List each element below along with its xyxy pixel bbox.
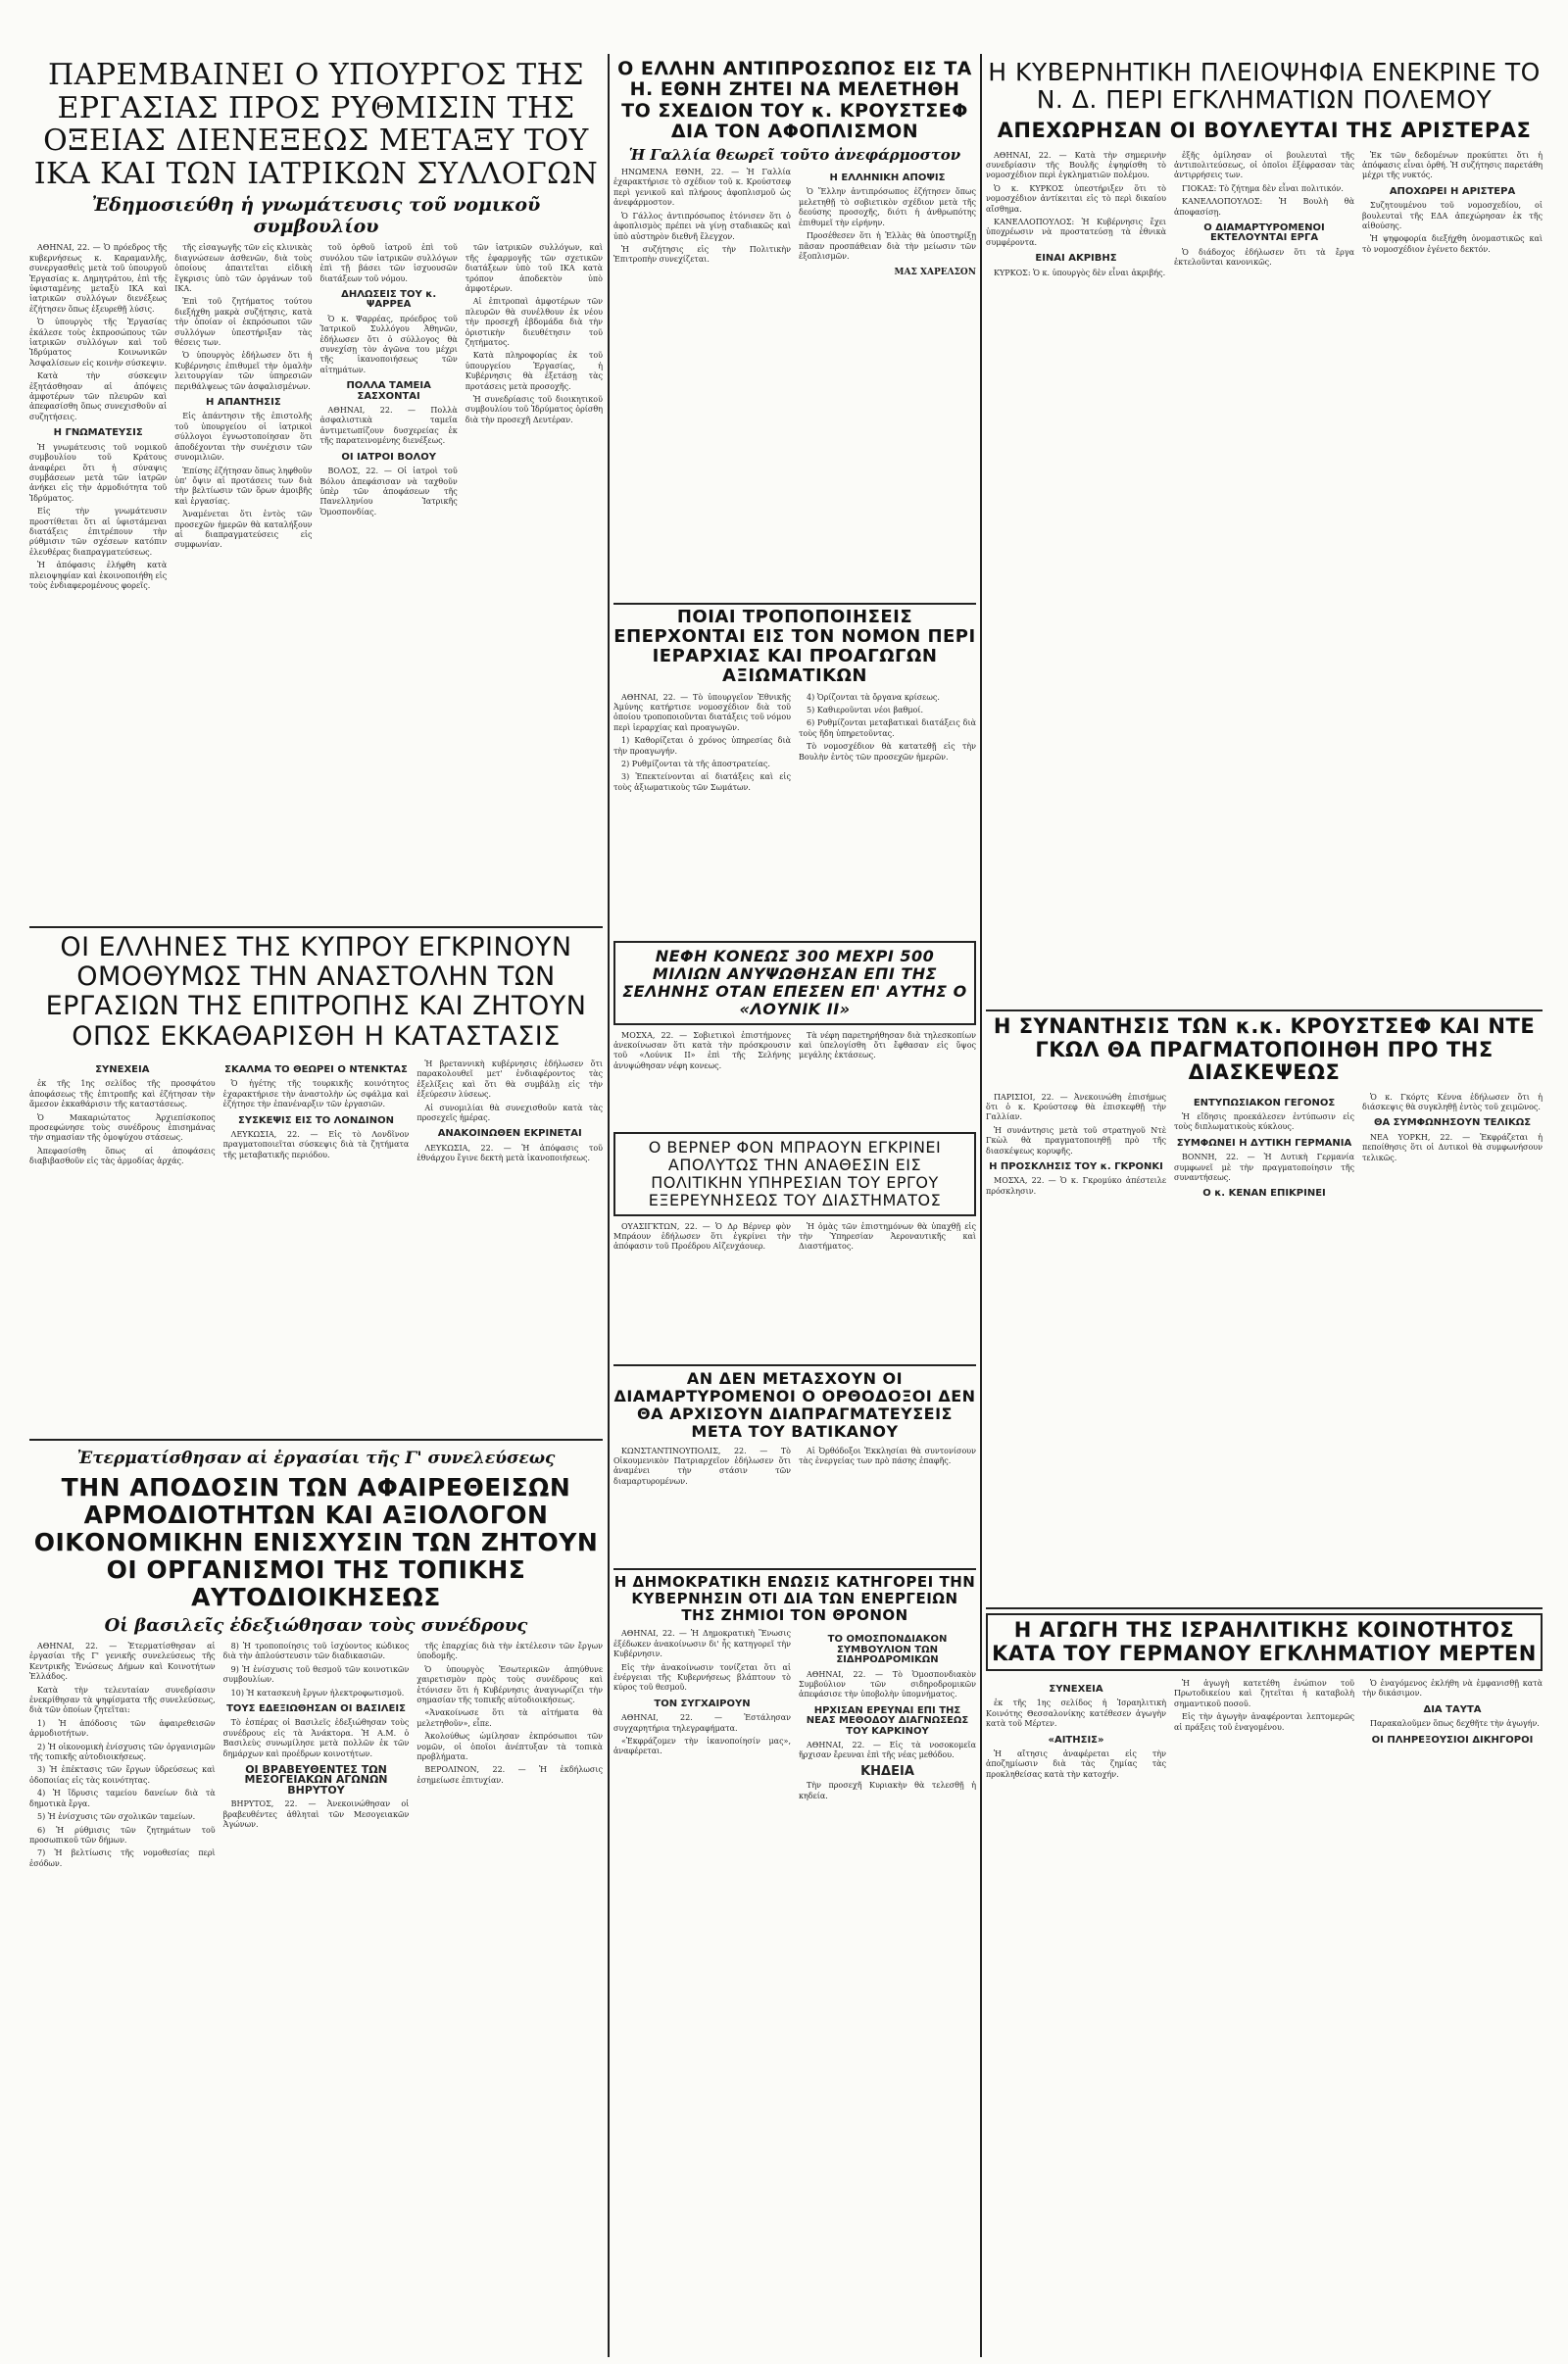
crosshead: ΕΝΤΥΠΩΣΙΑΚΟΝ ΓΕΓΟΝΟΣ: [1193, 1097, 1336, 1108]
body-column: ΑΘΗΝΑΙ, 22. — Τὸ ὑπουργεῖον Ἐθνικῆς Ἀμύνης κατήρτισε νομοσχέδιον διὰ τοῦ ὁποίου τροποποιοῦνται διατάξεις τοῦ νόμου περὶ ἱεραρχίας καὶ προαγωγῶν. 1) Καθορίζεται ὁ χρόνος ὑπηρεσίας διὰ τὴν προαγωγήν. 2) Ρυθμίζονται τὰ τῆς ἀποστρατείας. 3) Ἐπεκτείνονται αἱ διατάξεις καὶ εἰς τοὺς ἀξιωματικοὺς τῶν Σωμάτων.: [613, 692, 791, 792]
body-columns: [29, 1642, 603, 1872]
article-merten: [986, 1613, 1543, 2319]
body-column: ΜΟΣΧΑ, 22. — Σοβιετικοὶ ἐπιστήμονες ἀνεκοίνωσαν ὅτι κατὰ τὴν πρόσκρουσιν τοῦ «Λούνικ ΙΙ» ἐπὶ τῆς Σελήνης ἀνυψώθησαν νέφη κονεως.: [613, 1030, 791, 1070]
crosshead: Η ΠΡΟΣΚΛΗΣΙΣ ΤΟΥ κ. ΓΚΡΟΝΚΙ: [989, 1160, 1163, 1172]
subhead: ΑΠΕΧΩΡΗΣΑΝ ΟΙ ΒΟΥΛΕΥΤΑΙ ΤΗΣ ΑΡΙΣΤΕΡΑΣ: [997, 119, 1532, 142]
body-column: ΑΘΗΝΑΙ, 22. — Ἐτερματίσθησαν αἱ ἐργασίαι τῆς Γ' γενικῆς συνελεύσεως τῆς Κεντρικῆς Ἑνώσεως Δήμων καὶ Κοινοτήτων Ἑλλάδος. Κατὰ τὴν τελευταίαν συνεδρίασιν ἐνεκρίθησαν τὰ ψηφίσματα τῆς συνελεύσεως, διὰ τῶν ὁποίων ζητεῖται: 1) Ἡ ἀπόδοσις τῶν ἀφαιρεθεισῶν ἁρμοδιοτήτων. 2) Ἡ οἰκονομικὴ ἐνίσχυσις τῶν ὀργανισμῶν τῆς τοπικῆς αὐτοδιοικήσεως. 3) Ἡ ἐπέκτασις τῶν ἔργων ὑδρεύσεως καὶ ὁδοποιίας εἰς τὰς κοινότητας. 4) Ἡ ἵδρυσις ταμείου δανείων διὰ τὰ δημοτικὰ ἔργα. 5) Ἡ ἐνίσχυσις τῶν σχολικῶν ταμείων. 6) Ἡ ρύθμισις τῶν ζητημάτων τοῦ προσωπικοῦ τῶν δήμων. 7) Ἡ βελτίωσις τῆς νομοθεσίας περὶ ἐσόδων.: [29, 1642, 216, 1868]
body-column: ΚΩΝΣΤΑΝΤΙΝΟΥΠΟΛΙΣ, 22. — Τὸ Οἰκουμενικὸν Πατριαρχεῖον ἐδήλωσεν ὅτι ἀναμένει τὴν στάσιν τῶν διαμαρτυρομένων.: [613, 1446, 791, 1486]
body-column: ΣΥΝΕΧΕΙΑ ἐκ τῆς 1ης σελίδος ἡ Ἰσραηλιτικὴ Κοινότης Θεσσαλονίκης κατέθεσεν ἀγωγὴν κατὰ τοῦ Μέρτεν. «ΑΙΤΗΣΙΣ» Ἡ αἴτησις ἀναφέρεται εἰς τὴν ἀποζημίωσιν διὰ τὰς ζημίας τὰς προκληθείσας κατὰ τὴν κατοχήν.: [986, 1684, 1166, 1779]
body-columns: [986, 151, 1543, 281]
crosshead: Ο ΔΙΑΜΑΡΤΥΡΟΜΕΝΟΙ ΕΚΤΕΛΟΥΝΤΑΙ ΕΡΓΑ: [1203, 222, 1325, 244]
section-divider: [986, 1607, 1543, 1609]
body-column: ἐξῆς ὁμίλησαν οἱ βουλευταὶ τῆς ἀντιπολιτεύσεως, οἱ ὁποῖοι ἐξέφρασαν τὰς ἀντιρρήσεις των. ΓΙΟΚΑΣ: Τὸ ζήτημα δὲν εἶναι πολιτικόν. ΚΑΝΕΛΛΟΠΟΥΛΟΣ: Ἡ Βουλὴ θὰ ἀποφασίσῃ. Ο ΔΙΑΜΑΡΤΥΡΟΜΕΝΟΙ ΕΚΤΕΛΟΥΝΤΑΙ ΕΡΓΑ Ὁ διάδοχος ἐδήλωσεν ὅτι τὰ ἔργα ἐκτελοῦνται κανονικῶς.: [1174, 150, 1354, 268]
kicker: Ἐτερματίσθησαν αἱ ἐργασίαι τῆς Γ' συνελεύσεως: [76, 1449, 556, 1468]
article-labour-minister: [29, 59, 603, 921]
body-column: ΑΘΗΝΑΙ, 22. — Ὁ πρόεδρος τῆς κυβερνήσεως κ. Καραμανλῆς, συνεργασθεὶς μετὰ τοῦ ὑπουργοῦ Ἐργασίας κ. Δημητράτου, ἐπὶ τῆς ὑφισταμένης μεταξὺ ΙΚΑ καὶ ἰατρικῶν συλλόγων διενέξεως ἐζήτησεν ὅπως ἐξευρεθῇ λύσις. Ὁ ὑπουργὸς τῆς Ἐργασίας ἐκάλεσε τοὺς ἐκπροσώπους τῶν ἰατρικῶν συλλόγων καὶ τοῦ Ἱδρύματος Κοινωνικῶν Ἀσφαλίσεων εἰς κοινὴν σύσκεψιν. Κατὰ τὴν σύσκεψιν ἐξητάσθησαν αἱ ἀπόψεις ἀμφοτέρων τῶν πλευρῶν καὶ ἀπεφασίσθη ὅπως συνεχισθοῦν αἱ συζητήσεις. Η ΓΝΩΜΑΤΕΥΣΙΣ Ἡ γνωμάτευσις τοῦ νομικοῦ συμβουλίου τοῦ Κράτους ἀναφέρει ὅτι ἡ σύναψις συμβάσεων μετὰ τῶν ἰατρῶν ἀνήκει εἰς τὴν ἁρμοδιότητα τοῦ Ἱδρύματος. Εἰς τὴν γνωμάτευσιν προστίθεται ὅτι αἱ ὑφιστάμεναι διατάξεις ἐπιτρέπουν τὴν ρύθμισιν τῶν σχέσεων κατόπιν ἐλευθέρας διαπραγματεύσεως. Ἡ ἀπόφασις ἐλήφθη κατὰ πλειοψηφίαν καὶ ἐκοινοποιήθη εἰς τοὺς ἐνδιαφερομένους φορεῖς.: [29, 243, 168, 590]
body-columns: [613, 1031, 976, 1075]
article-khrushchev-degaulle: [986, 1015, 1543, 1603]
headline: ΤΗΝ ΑΠΟΔΟΣΙΝ ΤΩΝ ΑΦΑΙΡΕΘΕΙΣΩΝ ΑΡΜΟΔΙΟΤΗΤΩΝ ΚΑΙ ΑΞΙΟΛΟΓΟΝ ΟΙΚΟΝΟΜΙΚΗΝ ΕΝΙΣΧΥΣΙΝ ΤΩΝ ΖΗΤΟΥΝ ΟΙ ΟΡΓΑΝΙΣΜΟΙ ΤΗΣ ΤΟΠΙΚΗΣ ΑΥΤΟΔΙΟΙΚΗΣΕΩΣ: [33, 1473, 599, 1611]
body-column: Τὰ νέφη παρετηρήθησαν διὰ τηλεσκοπίων καὶ ὑπελογίσθη ὅτι ἔφθασαν εἰς ὕψος μεγάλης ἐκτάσεως.: [799, 1030, 976, 1060]
crosshead: ΑΠΟΧΩΡΕΙ Η ΑΡΙΣΤΕΡΑ: [1389, 185, 1516, 197]
body-column: τῶν ἰατρικῶν συλλόγων, καὶ τῆς ἐφαρμογῆς τῶν σχετικῶν διατάξεων ὑπὸ τοῦ ΙΚΑ κατὰ τρόπον ἀποδεκτὸν ὑπὸ ἀμφοτέρων. Αἱ ἐπιτροπαὶ ἀμφοτέρων τῶν πλευρῶν θὰ συνέλθουν ἐκ νέου τὴν προσεχῆ ἑβδομάδα διὰ τὴν ὁριστικὴν διευθέτησιν τοῦ ζητήματος. Κατὰ πληροφορίας ἐκ τοῦ ὑπουργείου Ἐργασίας, ἡ Κυβέρνησις θὰ ἐξετάσῃ τὰς προτάσεις μετὰ προσοχῆς. Ἡ συνεδρίασις τοῦ διοικητικοῦ συμβουλίου τοῦ Ἱδρύματος ὁρίσθη διὰ τὴν προσεχῆ Δευτέραν.: [465, 243, 603, 424]
section-divider: [613, 1568, 976, 1570]
body-column: ΣΥΝΕΧΕΙΑ ἐκ τῆς 1ης σελίδος τῆς προσφάτου ἀποφάσεως τῆς ἐπιτροπῆς καὶ ἐζήτησαν τὴν ἄμεσον ἐκκαθάρισιν τῆς καταστάσεως. Ὁ Μακαριώτατος Ἀρχιεπίσκοπος προσεφώνησε τοὺς συνέδρους ἐπισημάνας τὴν σημασίαν τῆς ὁμοψύχου στάσεως. Ἀπεφασίσθη ὅπως αἱ ἀποφάσεις διαβιβασθοῦν εἰς τὰς ἁρμοδίας ἀρχάς.: [29, 1063, 216, 1166]
headline: ΝΕΦΗ ΚΟΝΕΩΣ 300 ΜΕΧΡΙ 500 ΜΙΛΙΩΝ ΑΝΥΨΩΘΗΣΑΝ ΕΠΙ ΤΗΣ ΣΕΛΗΝΗΣ ΟΤΑΝ ΕΠΕΣΕΝ ΕΠ' ΑΥΤΗΣ Ο «ΛΟΥΝΙΚ ΙΙ»: [622, 947, 967, 1018]
body-column: Ὁ κ. Γκόρτς Κέννα ἐδήλωσεν ὅτι ἡ διάσκεψις θὰ συγκληθῇ ἐντὸς τοῦ χειμῶνος. ΘΑ ΣΥΜΦΩΝΗΣΟΥΝ ΤΕΛΙΚΩΣ ΝΕΑ ΥΟΡΚΗ, 22. — Ἐκφράζεται ἡ πεποίθησις ὅτι οἱ Δυτικοὶ θὰ συμφωνήσουν τελικῶς.: [1362, 1092, 1543, 1162]
headline-box: [986, 1613, 1543, 1671]
headline: Η ΔΗΜΟΚΡΑΤΙΚΗ ΕΝΩΣΙΣ ΚΑΤΗΓΟΡΕΙ ΤΗΝ ΚΥΒΕΡΝΗΣΙΝ ΟΤΙ ΔΙΑ ΤΩΝ ΕΝΕΡΓΕΙΩΝ ΤΗΣ ΖΗΜΙΟΙ ΤΟΝ ΘΡΟΝΟΝ: [613, 1574, 976, 1624]
headline: ΟΙ ΕΛΛΗΝΕΣ ΤΗΣ ΚΥΠΡΟΥ ΕΓΚΡΙΝΟΥΝ ΟΜΟΘΥΜΩΣ ΤΗΝ ΑΝΑΣΤΟΛΗΝ ΤΩΝ ΕΡΓΑΣΙΩΝ ΤΗΣ ΕΠΙΤΡΟΠΗΣ ΚΑΙ ΖΗΤΟΥΝ ΟΠΩΣ ΕΚΚΑΘΑΡΙΣΘΗ Η ΚΑΤΑΣΤΑΣΙΣ: [45, 933, 587, 1052]
byline: ΜΑΣ ΧΑΡΕΛΣΟΝ: [894, 268, 976, 278]
crosshead: Η ΕΛΛΗΝΙΚΗ ΑΠΟΨΙΣ: [829, 172, 946, 184]
body-columns: [613, 168, 976, 278]
body-columns: [613, 1629, 976, 1804]
crosshead: ΘΑ ΣΥΜΦΩΝΗΣΟΥΝ ΤΕΛΙΚΩΣ: [1373, 1117, 1532, 1129]
section-divider: [29, 1439, 603, 1441]
body-column: Ἡ ὁμὰς τῶν ἐπιστημόνων θὰ ὑπαχθῇ εἰς τὴν Ὑπηρεσίαν Ἀεροναυτικῆς καὶ Διαστήματος.: [799, 1221, 976, 1252]
body-column: Ἡ ἀγωγὴ κατετέθη ἐνώπιον τοῦ Πρωτοδικείου καὶ ζητεῖται ἡ καταβολὴ σημαντικοῦ ποσοῦ. Εἰς τὴν ἀγωγὴν ἀναφέρονται λεπτομερῶς αἱ πράξεις τοῦ ἐναγομένου.: [1174, 1679, 1354, 1732]
crosshead: Ο κ. ΚΕΝΑΝ ΕΠΙΚΡΙΝΕΙ: [1202, 1188, 1326, 1200]
article-local-government: [29, 1443, 603, 2315]
crosshead: ΑΝΑΚΟΙΝΩΘΕΝ ΕΚΡΙΝΕΤΑΙ: [437, 1128, 582, 1140]
body-column: ΤΟ ΟΜΟΣΠΟΝΔΙΑΚΟΝ ΣΥΜΒΟΥΛΙΟΝ ΤΩΝ ΣΙΔΗΡΟΔΡΟΜΙΚΩΝ ΑΘΗΝΑΙ, 22. — Τὸ Ὁμοσπονδιακὸν Συμβούλιον τῶν σιδηροδρομικῶν ἀπεφάσισε τὴν ὑποβολὴν ὑπομνήματος. ΗΡΧΙΣΑΝ ΕΡΕΥΝΑΙ ΕΠΙ ΤΗΣ ΝΕΑΣ ΜΕΘΟΔΟΥ ΔΙΑΓΝΩΣΕΩΣ ΤΟΥ ΚΑΡΚΙΝΟΥ ΑΘΗΝΑΙ, 22. — Εἰς τὰ νοσοκομεῖα ἤρχισαν ἔρευναι ἐπὶ τῆς νέας μεθόδου. ΚΗΔΕΙΑ Τὴν προσεχῆ Κυριακὴν θὰ τελεσθῇ ἡ κηδεία.: [799, 1634, 976, 1800]
section-divider: [986, 1010, 1543, 1011]
body-columns: [29, 1059, 603, 1170]
article-lunik: [613, 941, 976, 1127]
article-war-criminals: [986, 59, 1543, 1005]
body-column: ΠΑΡΙΣΙΟΙ, 22. — Ἀνεκοινώθη ἐπισήμως ὅτι ὁ κ. Κρούστσεφ θὰ ἐπισκεφθῇ τὴν Γαλλίαν. Ἡ συνάντησις μετὰ τοῦ στρατηγοῦ Ντὲ Γκὼλ θὰ πραγματοποιηθῇ πρὸ τῆς διασκέψεως κορυφῆς. Η ΠΡΟΣΚΛΗΣΙΣ ΤΟΥ κ. ΓΚΡΟΝΚΙ ΜΟΣΧΑ, 22. — Ὁ κ. Γκρομύκο ἀπέστειλε πρόσκλησιν.: [986, 1092, 1166, 1196]
article-officers-law: [613, 608, 976, 931]
body-column: ΑΘΗΝΑΙ, 22. — Ἡ Δημοκρατικὴ Ἕνωσις ἐξέδωκεν ἀνακοίνωσιν δι' ἧς κατηγορεῖ τὴν Κυβέρνησιν. Εἰς τὴν ἀνακοίνωσιν τονίζεται ὅτι αἱ ἐνέργειαι τῆς Κυβερνήσεως βλάπτουν τὸ κύρος τοῦ θεσμοῦ. ΤΟΝ ΣΥΓΧΑΙΡΟΥΝ ΑΘΗΝΑΙ, 22. — Ἐστάλησαν συγχαρητήρια τηλεγραφήματα. «Ἐκφράζομεν τὴν ἱκανοποίησίν μας», ἀναφέρεται.: [613, 1629, 791, 1756]
body-column: τῆς ἐπαρχίας διὰ τὴν ἐκτέλεσιν τῶν ἔργων ὑποδομῆς. Ὁ ὑπουργὸς Ἐσωτερικῶν ἀπηύθυνε χαιρετισμὸν πρὸς τοὺς συνέδρους καὶ ἐτόνισεν ὅτι ἡ Κυβέρνησις ἀναγνωρίζει τὴν σημασίαν τῆς τοπικῆς αὐτοδιοικήσεως. «Ἀνακοίνωσε ὅτι τὰ αἰτήματα θὰ μελετηθοῦν», εἶπε. Ἀκολούθως ὡμίλησαν ἐκπρόσωποι τῶν νομῶν, οἱ ὁποῖοι ἀνέπτυξαν τὰ τοπικὰ προβλήματα. ΒΕΡΟΛΙΝΟΝ, 22. — Ἡ ἐκδήλωσις ἐσημείωσε ἐπιτυχίαν.: [416, 1642, 603, 1785]
article-un-disarmament: [613, 59, 976, 598]
body-columns: [613, 1447, 976, 1491]
crosshead: ΔΙΑ ΤΑΥΤΑ: [1423, 1703, 1482, 1715]
body-column: Ὁ ἐναγόμενος ἐκλήθη νὰ ἐμφανισθῇ κατὰ τὴν δικάσιμον. ΔΙΑ ΤΑΥΤΑ Παρακαλοῦμεν ὅπως δεχθῆτε τὴν ἀγωγήν. ΟΙ ΠΛΗΡΕΞΟΥΣΙΟΙ ΔΙΚΗΓΟΡΟΙ: [1362, 1679, 1543, 1746]
crosshead: ΕΙΝΑΙ ΑΚΡΙΒΗΣ: [1035, 253, 1117, 265]
body-column: 8) Ἡ τροποποίησις τοῦ ἰσχύοντος κώδικος διὰ τὴν ἀπλούστευσιν τῶν διαδικασιῶν. 9) Ἡ ἐνίσχυσις τοῦ θεσμοῦ τῶν κοινοτικῶν συμβουλίων. 10) Ἡ κατασκευὴ ἔργων ἠλεκτροφωτισμοῦ. ΤΟΥΣ ΕΔΕΞΙΩΘΗΣΑΝ ΟΙ ΒΑΣΙΛΕΙΣ Τὸ ἑσπέρας οἱ Βασιλεῖς ἐδεξιώθησαν τοὺς συνέδρους εἰς τὰ Ἀνάκτορα. Ἡ Α.Μ. ὁ Βασιλεὺς συνωμίλησε μετὰ πολλῶν ἐκ τῶν δημάρχων καὶ προέδρων κοινοτήτων. ΟΙ ΒΡΑΒΕΥΘΕΝΤΕΣ ΤΩΝ ΜΕΣΟΓΕΙΑΚΩΝ ΑΓΩΝΩΝ ΒΗΡΥΤΟΥ ΒΗΡΥΤΟΣ, 22. — Ἀνεκοινώθησαν οἱ βραβευθέντες ἀθληταὶ τῶν Μεσογειακῶν Ἀγώνων.: [222, 1642, 410, 1830]
crosshead: ΟΙ ΠΛΗΡΕΞΟΥΣΙΟΙ ΔΙΚΗΓΟΡΟΙ: [1371, 1734, 1534, 1746]
crosshead: ΤΟ ΟΜΟΣΠΟΝΔΙΑΚΟΝ ΣΥΜΒΟΥΛΙΟΝ ΤΩΝ ΣΙΔΗΡΟΔΡΟΜΙΚΩΝ: [827, 1634, 948, 1666]
section-divider: [613, 1364, 976, 1366]
body-column: ΕΝΤΥΠΩΣΙΑΚΟΝ ΓΕΓΟΝΟΣ Ἡ εἴδησις προεκάλεσεν ἐντύπωσιν εἰς τοὺς διπλωματικοὺς κύκλους. ΣΥΜΦΩΝΕΙ Η ΔΥΤΙΚΗ ΓΕΡΜΑΝΙΑ ΒΟΝΝΗ, 22. — Ἡ Δυτικὴ Γερμανία συμφωνεῖ μὲ τὴν πραγματοποίησιν τῆς συναντήσεως. Ο κ. ΚΕΝΑΝ ΕΠΙΚΡΙΝΕΙ: [1174, 1097, 1354, 1200]
crosshead: ΚΗΔΕΙΑ: [860, 1763, 914, 1779]
subhead: Ἐδημοσιεύθη ἡ γνωμάτευσις τοῦ νομικοῦ συμβουλίου: [91, 194, 541, 238]
crosshead: ΗΡΧΙΣΑΝ ΕΡΕΥΝΑΙ ΕΠΙ ΤΗΣ ΝΕΑΣ ΜΕΘΟΔΟΥ ΔΙΑΓΝΩΣΕΩΣ ΤΟΥ ΚΑΡΚΙΝΟΥ: [806, 1704, 969, 1737]
body-column: Ἐκ τῶν δεδομένων προκύπτει ὅτι ἡ ἀπόφασις εἶναι ὀρθή. Ἡ συζήτησις παρετάθη μέχρι τῆς νυκτός. ΑΠΟΧΩΡΕΙ Η ΑΡΙΣΤΕΡΑ Συζητουμένου τοῦ νομοσχεδίου, οἱ βουλευταὶ τῆς ΕΔΑ ἀπεχώρησαν ἐκ τῆς αἰθούσης. Ἡ ψηφοφορία διεξήχθη ὀνομαστικῶς καὶ τὸ νομοσχέδιον ἐγένετο δεκτόν.: [1362, 150, 1543, 254]
crosshead: ΣΥΣΚΕΨΙΣ ΕΙΣ ΤΟ ΛΟΝΔΙΝΟΝ: [238, 1114, 394, 1126]
article-democratic-union: [613, 1574, 976, 2319]
headline-box: [613, 941, 976, 1025]
body-column: τοῦ ὀρθοῦ ἰατροῦ ἐπὶ τοῦ συνόλου τῶν ἰατρικῶν συλλόγων ἐπὶ τῇ βάσει τῶν ἰσχυουσῶν διατάξεων τοῦ νόμου. ΔΗΛΩΣΕΙΣ ΤΟΥ κ. ΨΑΡΡΕΑ Ὁ κ. Ψαρρέας, πρόεδρος τοῦ Ἰατρικοῦ Συλλόγου Ἀθηνῶν, ἐδήλωσεν ὅτι ὁ σύλλογος θὰ συνεχίσῃ τὸν ἀγῶνα του μέχρι τῆς ἱκανοποιήσεως τῶν αἰτημάτων. ΠΟΛΛΑ ΤΑΜΕΙΑ ΣΑΣΧΟΝΤΑΙ ΑΘΗΝΑΙ, 22. — Πολλὰ ἀσφαλιστικὰ ταμεῖα ἀντιμετωπίζουν δυσχερείας ἐκ τῆς παρατεινομένης διενέξεως. ΟΙ ΙΑΤΡΟΙ ΒΟΛΟΥ ΒΟΛΟΣ, 22. — Οἱ ἰατροὶ τοῦ Βόλου ἀπεφάσισαν νὰ ταχθοῦν ὑπὲρ τῶν ἀποφάσεων τῆς Πανελληνίου Ἰατρικῆς Ὁμοσπονδίας.: [319, 243, 458, 517]
headline-box: [613, 1132, 976, 1216]
body-columns: [613, 693, 976, 797]
crosshead: «ΑΙΤΗΣΙΣ»: [1048, 1734, 1104, 1746]
crosshead: ΣΥΝΕΧΕΙΑ: [1049, 1684, 1103, 1696]
body-column: ΟΥΑΣΙΓΚΤΩΝ, 22. — Ὁ Δρ Βέρνερ φὸν Μπράουν ἐδήλωσεν ὅτι ἐγκρίνει τὴν ἀπόφασιν τοῦ Προέδρου Αἰζενχάουερ.: [613, 1221, 791, 1252]
crosshead: ΤΟΥΣ ΕΔΕΞΙΩΘΗΣΑΝ ΟΙ ΒΑΣΙΛΕΙΣ: [226, 1703, 406, 1715]
article-cyprus: [29, 933, 603, 1433]
crosshead: ΠΟΛΛΑ ΤΑΜΕΙΑ ΣΑΣΧΟΝΤΑΙ: [346, 380, 431, 402]
body-column: Ἡ βρεταννικὴ κυβέρνησις ἐδήλωσεν ὅτι παρακολουθεῖ μετ' ἐνδιαφέροντος τὰς ἐξελίξεις καὶ ὅτι θὰ συμβάλῃ εἰς τὴν ἐξεύρεσιν λύσεως. Αἱ συνομιλίαι θὰ συνεχισθοῦν κατὰ τὰς προσεχεῖς ἡμέρας. ΑΝΑΚΟΙΝΩΘΕΝ ΕΚΡΙΝΕΤΑΙ ΛΕΥΚΩΣΙΑ, 22. — Ἡ ἀπόφασις τοῦ ἐθνάρχου ἔγινε δεκτὴ μετὰ ἱκανοποιήσεως.: [416, 1059, 603, 1163]
column-rule: [980, 54, 982, 2357]
headline: ΑΝ ΔΕΝ ΜΕΤΑΣΧΟΥΝ ΟΙ ΔΙΑΜΑΡΤΥΡΟΜΕΝΟΙ Ο ΟΡΘΟΔΟΞΟΙ ΔΕΝ ΘΑ ΑΡΧΙΣΟΥΝ ΔΙΑΠΡΑΓΜΑΤΕΥΣΕΙΣ ΜΕΤΑ ΤΟΥ ΒΑΤΙΚΑΝΟΥ: [613, 1370, 976, 1441]
body-column: ΣΚΑΛΜΑ ΤΟ ΘΕΩΡΕΙ Ο ΝΤΕΝΚΤΑΣ Ὁ ἡγέτης τῆς τουρκικῆς κοινότητος ἐχαρακτήρισε τὴν ἀναστολὴν ὡς σφάλμα καὶ ἐζήτησε τὴν ἐπανέναρξιν τῶν ἐργασιῶν. ΣΥΣΚΕΨΙΣ ΕΙΣ ΤΟ ΛΟΝΔΙΝΟΝ ΛΕΥΚΩΣΙΑ, 22. — Εἰς τὸ Λονδῖνον πραγματοποιεῖται σύσκεψις διὰ τὰ ζητήματα τῆς μεταβατικῆς περιόδου.: [222, 1063, 410, 1159]
section-divider: [29, 926, 603, 928]
subhead: Ἡ Γαλλία θεωρεῖ τοῦτο ἀνεφάρμοστον: [628, 146, 961, 165]
crosshead: ΟΙ ΙΑΤΡΟΙ ΒΟΛΟΥ: [341, 451, 436, 463]
crosshead: Η ΓΝΩΜΑΤΕΥΣΙΣ: [53, 427, 143, 439]
headline: Ο ΕΛΛΗΝ ΑΝΤΙΠΡΟΣΩΠΟΣ ΕΙΣ ΤΑ Η. ΕΘΝΗ ΖΗΤΕΙ ΝΑ ΜΕΛΕΤΗΘΗ ΤΟ ΣΧΕΔΙΟΝ ΤΟΥ κ. ΚΡΟΥΣΤΣΕΦ ΔΙΑ ΤΟΝ ΑΦΟΠΛΙΣΜΟΝ: [617, 59, 972, 142]
crosshead: ΤΟΝ ΣΥΓΧΑΙΡΟΥΝ: [654, 1698, 751, 1709]
crosshead: ΟΙ ΒΡΑΒΕΥΘΕΝΤΕΣ ΤΩΝ ΜΕΣΟΓΕΙΑΚΩΝ ΑΓΩΝΩΝ ΒΗΡΥΤΟΥ: [244, 1763, 388, 1797]
body-column: Αἱ Ὀρθόδοξοι Ἐκκλησίαι θὰ συντονίσουν τὰς ἐνεργείας των πρὸ πάσης ἐπαφῆς.: [799, 1446, 976, 1466]
body-columns: [986, 1093, 1543, 1204]
subhead: Οἱ βασιλεῖς ἐδεξιώθησαν τοὺς συνέδρους: [104, 1615, 528, 1636]
body-columns: [613, 1222, 976, 1256]
article-von-braun: [613, 1132, 976, 1357]
crosshead: ΔΗΛΩΣΕΙΣ ΤΟΥ κ. ΨΑΡΡΕΑ: [341, 289, 437, 311]
article-vatican: [613, 1370, 976, 1566]
body-column: τῆς εἰσαγωγῆς τῶν εἰς κλινικὰς διαγνώσεων ἀσθενῶν, διὰ τοὺς ὁποίους ἀπαιτεῖται εἰδικὴ ἔγκρισις ὑπὸ τῶν ὀργάνων τοῦ ΙΚΑ. Ἐπὶ τοῦ ζητήματος τούτου διεξήχθη μακρὰ συζήτησις, κατὰ τὴν ὁποίαν οἱ ἐκπρόσωποι τῶν συλλόγων ὑπεστήριξαν τὰς θέσεις των. Ὁ ὑπουργὸς ἐδήλωσεν ὅτι ἡ Κυβέρνησις ἐπιθυμεῖ τὴν ὁμαλὴν λειτουργίαν τῶν ὑπηρεσιῶν περιθάλψεως τῶν ἀσφαλισμένων. Η ΑΠΑΝΤΗΣΙΣ Εἰς ἀπάντησιν τῆς ἐπιστολῆς τοῦ ὑπουργείου οἱ ἰατρικοὶ σύλλογοι ἐγνωστοποίησαν ὅτι ἀποδέχονται τὴν συνέχισιν τῶν συνομιλιῶν. Ἐπίσης ἐζήτησαν ὅπως ληφθοῦν ὑπ' ὄψιν αἱ προτάσεις των διὰ τὴν βελτίωσιν τῶν ὅρων ἀμοιβῆς καὶ ἐργασίας. Ἀναμένεται ὅτι ἐντὸς τῶν προσεχῶν ἡμερῶν θὰ καταλήξουν αἱ διαπραγματεύσεις εἰς συμφωνίαν.: [174, 243, 313, 550]
headline: Ο ΒΕΡΝΕΡ ΦΟΝ ΜΠΡΑΟΥΝ ΕΓΚΡΙΝΕΙ ΑΠΟΛΥΤΩΣ ΤΗΝ ΑΝΑΘΕΣΙΝ ΕΙΣ ΠΟΛΙΤΙΚΗΝ ΥΠΗΡΕΣΙΑΝ ΤΟΥ ΕΡΓΟΥ ΕΞΕΡΕΥΝΗΣΕΩΣ ΤΟΥ ΔΙΑΣΤΗΜΑΤΟΣ: [648, 1138, 942, 1209]
headline: Η ΑΓΩΓΗ ΤΗΣ ΙΣΡΑΗΛΙΤΙΚΗΣ ΚΟΙΝΟΤΗΤΟΣ ΚΑΤΑ ΤΟΥ ΓΕΡΜΑΝΟΥ ΕΓΚΛΗΜΑΤΙΟΥ ΜΕΡΤΕΝ: [992, 1618, 1537, 1665]
body-column: Η ΕΛΛΗΝΙΚΗ ΑΠΟΨΙΣ Ὁ Ἕλλην ἀντιπρόσωπος ἐζήτησεν ὅπως μελετηθῇ τὸ σοβιετικὸν σχέδιον μετὰ τῆς δεούσης προσοχῆς, διότι ἡ ἀνθρωπότης ἐπιθυμεῖ τὴν εἰρήνην. Προσέθεσεν ὅτι ἡ Ἑλλὰς θὰ ὑποστηρίξῃ πᾶσαν προσπάθειαν διὰ τὴν μείωσιν τῶν ἐξοπλισμῶν. ΜΑΣ ΧΑΡΕΛΣΟΝ: [799, 172, 976, 278]
crosshead: Η ΑΠΑΝΤΗΣΙΣ: [206, 397, 281, 409]
body-column: ΗΝΩΜΕΝΑ ΕΘΝΗ, 22. — Ἡ Γαλλία ἐχαρακτήρισε τὸ σχέδιον τοῦ κ. Κρούστσεφ περὶ γενικοῦ καὶ πλήρους ἀφοπλισμοῦ ὡς ἀνεφάρμοστον. Ὁ Γάλλος ἀντιπρόσωπος ἐτόνισεν ὅτι ὁ ἀφοπλισμὸς πρέπει νὰ γίνῃ σταδιακῶς καὶ ὑπὸ αὐστηρὸν διεθνῆ ἔλεγχον. Ἡ συζήτησις εἰς τὴν Πολιτικὴν Ἐπιτροπὴν συνεχίζεται.: [613, 168, 791, 265]
crosshead: ΣΥΝΕΧΕΙΑ: [95, 1063, 150, 1075]
body-column: ΑΘΗΝΑΙ, 22. — Κατὰ τὴν σημερινὴν συνεδρίασιν τῆς Βουλῆς ἐψηφίσθη τὸ νομοσχέδιον περὶ ἐγκληματιῶν πολέμου. Ὁ κ. ΚΥΡΚΟΣ ὑπεστήριξεν ὅτι τὸ νομοσχέδιον ἀντίκειται εἰς τὸ περὶ δικαίου αἴσθημα. ΚΑΝΕΛΛΟΠΟΥΛΟΣ: Ἡ Κυβέρνησις ἔχει ὑποχρέωσιν νὰ προστατεύσῃ τὰ ἐθνικὰ συμφέροντα. ΕΙΝΑΙ ΑΚΡΙΒΗΣ ΚΥΡΚΟΣ: Ὁ κ. ὑπουργὸς δὲν εἶναι ἀκριβής.: [986, 150, 1166, 277]
body-columns: [986, 1679, 1543, 1783]
headline: Η ΣΥΝΑΝΤΗΣΙΣ ΤΩΝ κ.κ. ΚΡΟΥΣΤΣΕΦ ΚΑΙ ΝΤΕ ΓΚΩΛ ΘΑ ΠΡΑΓΜΑΤΟΠΟΙΗΘΗ ΠΡΟ ΤΗΣ ΔΙΑΣΚΕΨΕΩΣ: [993, 1015, 1536, 1085]
body-column: 4) Ὁρίζονται τὰ ὄργανα κρίσεως. 5) Καθιεροῦνται νέοι βαθμοί. 6) Ρυθμίζονται μεταβατικαὶ διατάξεις διὰ τοὺς ἤδη ὑπηρετοῦντας. Τὸ νομοσχέδιον θὰ κατατεθῇ εἰς τὴν Βουλὴν ἐντὸς τῶν προσεχῶν ἡμερῶν.: [799, 692, 976, 762]
crosshead: ΣΥΜΦΩΝΕΙ Η ΔΥΤΙΚΗ ΓΕΡΜΑΝΙΑ: [1176, 1137, 1352, 1149]
column-rule: [608, 54, 610, 2357]
crosshead: ΣΚΑΛΜΑ ΤΟ ΘΕΩΡΕΙ Ο ΝΤΕΝΚΤΑΣ: [224, 1063, 408, 1075]
headline: ΠΟΙΑΙ ΤΡΟΠΟΠΟΙΗΣΕΙΣ ΕΠΕΡΧΟΝΤΑΙ ΕΙΣ ΤΟΝ ΝΟΜΟΝ ΠΕΡΙ ΙΕΡΑΡΧΙΑΣ ΚΑΙ ΠΡΟΑΓΩΓΩΝ ΑΞΙΩΜΑΤΙΚΩΝ: [613, 608, 976, 687]
section-divider: [613, 603, 976, 605]
headline: ΠΑΡΕΜΒΑΙΝΕΙ Ο ΥΠΟΥΡΓΟΣ ΤΗΣ ΕΡΓΑΣΙΑΣ ΠΡΟΣ ΡΥΘΜΙΣΙΝ ΤΗΣ ΟΞΕΙΑΣ ΔΙΕΝΕΞΕΩΣ ΜΕΤΑΞΥ ΤΟΥ ΙΚΑ ΚΑΙ ΤΩΝ ΙΑΤΡΙΚΩΝ ΣΥΛΛΟΓΩΝ: [33, 59, 599, 191]
body-columns: [29, 243, 603, 594]
headline: Η ΚΥΒΕΡΝΗΤΙΚΗ ΠΛΕΙΟΨΗΦΙΑ ΕΝΕΚΡΙΝΕ ΤΟ Ν. Δ. ΠΕΡΙ ΕΓΚΛΗΜΑΤΙΩΝ ΠΟΛΕΜΟΥ: [988, 59, 1541, 114]
